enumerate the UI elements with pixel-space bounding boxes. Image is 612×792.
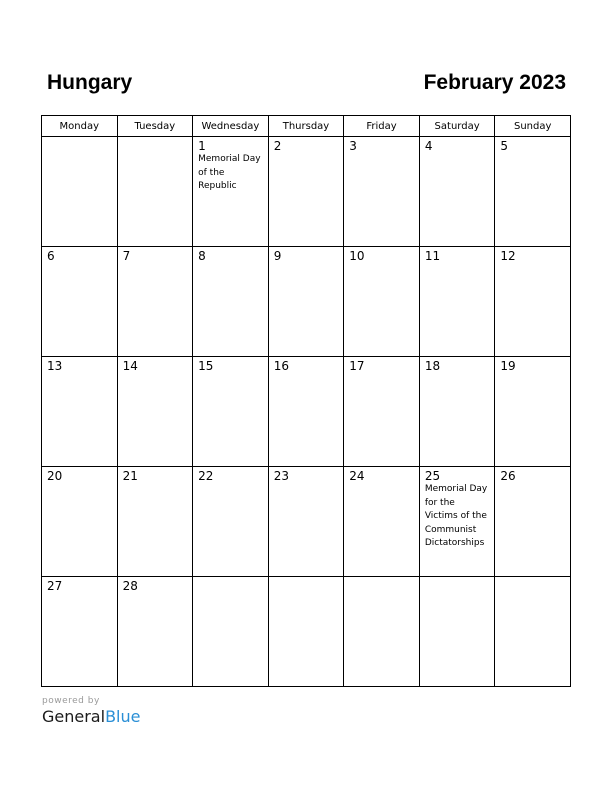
- day-number: 11: [424, 249, 441, 263]
- day-number: 8: [198, 249, 206, 263]
- powered-by-text: powered by: [42, 696, 100, 706]
- day-number: 4: [424, 139, 433, 153]
- day-cell: [117, 247, 193, 357]
- day-cell: [42, 357, 118, 467]
- day-cell: [344, 577, 420, 687]
- day-cell: [117, 467, 193, 577]
- day-cell: [419, 357, 495, 467]
- day-cell: [193, 137, 269, 247]
- day-number: 26: [500, 469, 516, 483]
- day-cell: [344, 467, 420, 577]
- day-cell: [193, 247, 269, 357]
- day-cell: [42, 247, 118, 357]
- day-cell: [193, 467, 269, 577]
- weekday-saturday: Saturday: [419, 116, 495, 137]
- day-cell: [268, 577, 344, 687]
- holiday-label: Memorial Day for the Victims of the Communist Dictatorships: [424, 484, 488, 548]
- weekday-wednesday: Wednesday: [193, 116, 269, 137]
- day-number: 16: [273, 359, 289, 373]
- generalblue-logo: [42, 707, 140, 726]
- day-cell: [193, 577, 269, 687]
- day-number: 5: [500, 139, 509, 153]
- day-cell: [42, 467, 118, 577]
- day-cell: [495, 577, 571, 687]
- day-cell: [419, 247, 495, 357]
- day-number: 14: [122, 359, 138, 373]
- footer: [42, 696, 140, 726]
- week-row: [42, 467, 571, 577]
- week-row: [42, 247, 571, 357]
- brand-general: General: [42, 707, 106, 726]
- day-number: 10: [349, 249, 365, 263]
- day-cell: [268, 467, 344, 577]
- day-cell: [419, 137, 495, 247]
- day-number: 27: [47, 579, 63, 593]
- day-number: 28: [122, 579, 138, 593]
- weekday-header-row: [42, 116, 571, 137]
- day-cell: [117, 137, 193, 247]
- week-row: [42, 577, 571, 687]
- day-cell: [268, 247, 344, 357]
- week-row: [42, 357, 571, 467]
- calendar-grid: [41, 115, 571, 687]
- day-number: 19: [500, 359, 516, 373]
- weekday-sunday: Sunday: [495, 116, 571, 137]
- day-cell: [42, 577, 118, 687]
- day-cell: [419, 577, 495, 687]
- day-cell: [117, 577, 193, 687]
- day-cell: [268, 137, 344, 247]
- day-cell: [419, 467, 495, 577]
- country-title: Hungary: [47, 71, 133, 94]
- month-title: February 2023: [423, 71, 566, 94]
- day-cell: [193, 357, 269, 467]
- day-number: 12: [500, 249, 516, 263]
- weekday-friday: Friday: [344, 116, 420, 137]
- day-number: 2: [273, 139, 282, 153]
- day-number: 24: [349, 469, 365, 483]
- day-number: 1: [198, 139, 206, 153]
- day-number: 18: [424, 359, 441, 373]
- brand-blue: Blue: [105, 707, 141, 726]
- day-cell: [495, 467, 571, 577]
- day-number: 13: [47, 359, 63, 373]
- holiday-label: Memorial Day of the Republic: [198, 154, 261, 191]
- day-cell: [495, 137, 571, 247]
- day-number: 9: [273, 249, 282, 263]
- day-number: 7: [122, 249, 131, 263]
- day-cell: [495, 357, 571, 467]
- weekday-thursday: Thursday: [268, 116, 344, 137]
- day-number: 21: [122, 469, 138, 483]
- day-number: 20: [47, 469, 63, 483]
- day-cell: [268, 357, 344, 467]
- day-cell: [344, 357, 420, 467]
- weekday-monday: Monday: [42, 116, 118, 137]
- day-number: 3: [349, 139, 357, 153]
- day-cell: [42, 137, 118, 247]
- day-number: 23: [273, 469, 289, 483]
- day-number: 25: [424, 469, 441, 483]
- day-cell: [344, 247, 420, 357]
- day-cell: [495, 247, 571, 357]
- day-cell: [117, 357, 193, 467]
- day-number: 17: [349, 359, 365, 373]
- day-number: 22: [198, 469, 214, 483]
- day-number: 6: [47, 249, 55, 263]
- weekday-tuesday: Tuesday: [117, 116, 193, 137]
- day-cell: [344, 137, 420, 247]
- week-row: [42, 137, 571, 247]
- day-number: 15: [198, 359, 214, 373]
